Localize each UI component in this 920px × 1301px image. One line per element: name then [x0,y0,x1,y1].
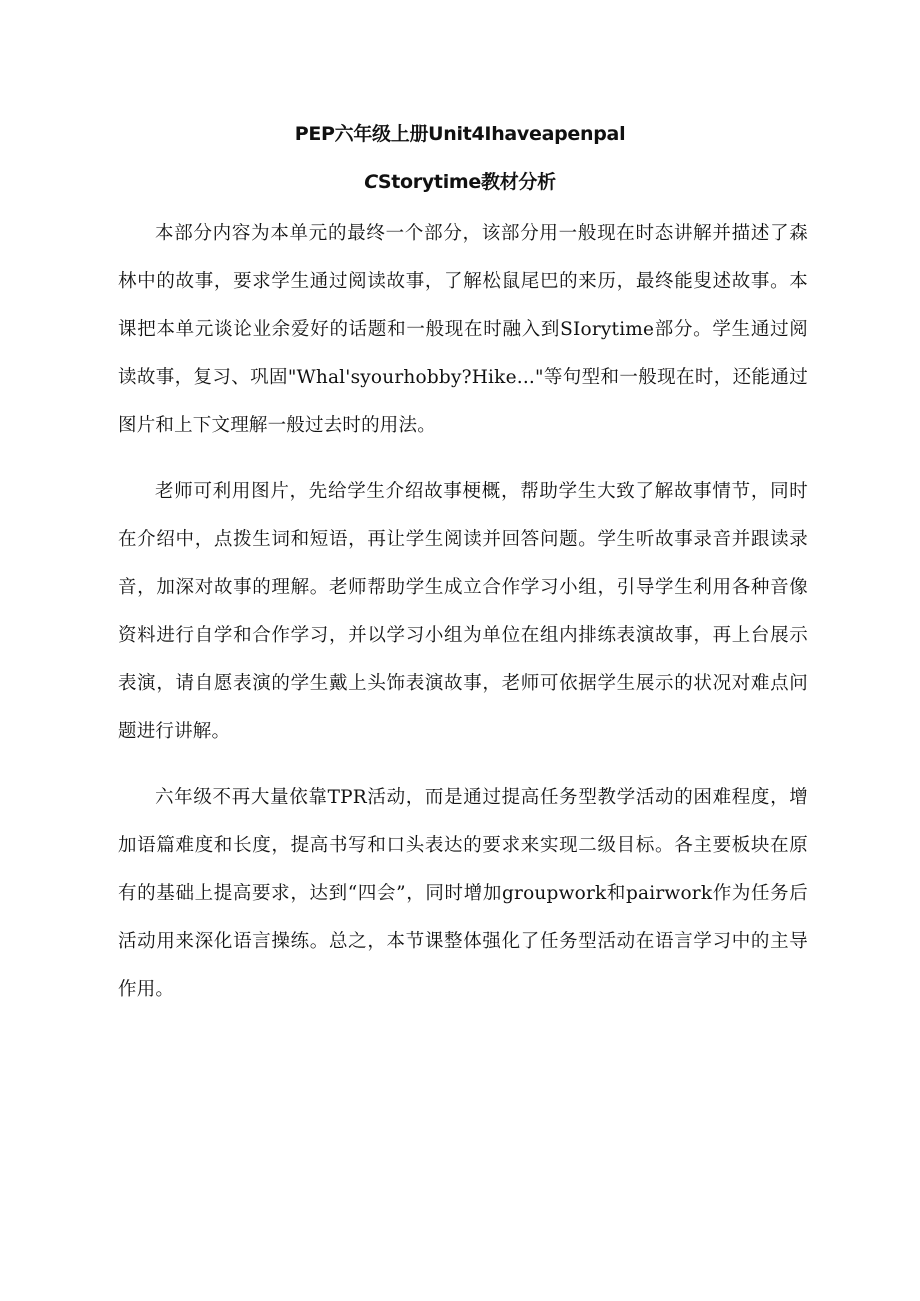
document-subtitle [0,170,920,194]
document-title [0,122,920,146]
title-line-1: PEP六年级上册Unit4Ihaveapenpal [294,123,626,145]
subtitle-lead-letter: C [364,171,378,193]
document-body [118,210,808,1032]
paragraph-1: 本部分内容为本单元的最终一个部分，该部分用一般现在时态讲解并描述了森林中的故事，要求学生通过阅读故事，了解松鼠尾巴的来历，最终能叟述故事。本课把本单元谈论业余爱好的话题和一般现在时融入到SIorytime部分。学生通过阅读故事，复习、巩固"Whal'syourhobby?Hike..."等句型和一般现在时，还能通过图片和上下文理解一般过去时的用法。 [118,223,808,436]
subtitle-text: Storytime教材分析 [377,171,556,193]
paragraph-3: 六年级不再大量依靠TPR活动，而是通过提高任务型教学活动的困难程度，增加语篇难度和长度，提高书写和口头表达的要求来实现二级目标。各主要板块在原有的基础上提高要求，达到“四会”，同时增加groupwork和pairwork作为任务后活动用来深化语言操练。总之，本节课整体强化了任务型活动在语言学习中的主导作用。 [118,787,808,1000]
paragraph-2: 老师可利用图片，先给学生介绍故事梗概，帮助学生大致了解故事情节，同时在介绍中，点拨生词和短语，再让学生阅读并回答问题。学生听故事录音并跟读录音，加深对故事的理解。老师帮助学生成立合作学习小组，引导学生利用各种音像资料进行自学和合作学习，并以学习小组为单位在组内排练表演故事，再上台展示表演，请自愿表演的学生戴上头饰表演故事，老师可依据学生展示的状况对难点问题进行讲解。 [118,481,808,742]
